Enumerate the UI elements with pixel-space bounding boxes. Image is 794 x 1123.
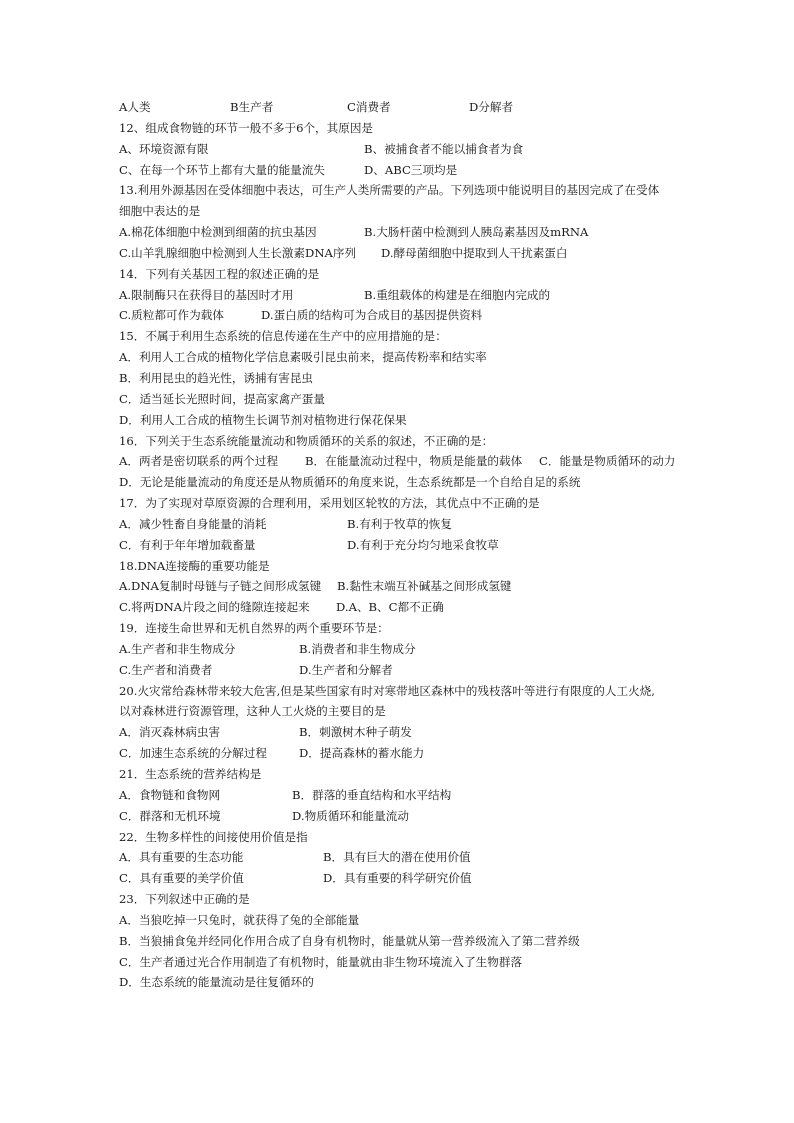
option-c: C.山羊乳腺细胞中检测到人生长激素DNA序列 — [119, 245, 357, 260]
question-15-stem: 15．不属于利用生态系统的信息传递在生产中的应用措施的是： — [119, 329, 447, 344]
options-line — [119, 868, 689, 889]
options-line — [119, 660, 689, 681]
option-d: D．无论是能量流动的角度还是从物质循环的角度来说，生态系统都是一个自给自足的系统 — [119, 475, 581, 490]
option-d: D.有利于充分均匀地采食牧草 — [347, 537, 499, 552]
options-line — [119, 243, 689, 264]
option-a: A．当狼吃掉一只兔时，就获得了兔的全部能量 — [119, 912, 360, 927]
question-21-stem: 21．生态系统的营养结构是 — [119, 767, 262, 781]
options-line — [119, 97, 689, 118]
question-23-stem: 23．下列叙述中正确的是 — [119, 892, 250, 907]
option-c: C.将两DNA片段之间的缝隙连接起来 — [119, 600, 310, 615]
option-c: C消费者 — [347, 100, 391, 114]
options-line — [119, 785, 689, 806]
options-line — [119, 285, 689, 306]
options-line — [119, 576, 689, 597]
options-line — [119, 139, 689, 160]
option-d: D．提高森林的蓄水能力 — [299, 746, 425, 761]
option-d: D.A、B、C都不正确 — [336, 600, 444, 615]
option-d: D分解者 — [469, 100, 514, 114]
question-16-stem: 16．下列关于生态系统能量流动和物质循环的关系的叙述，不正确的是： — [119, 433, 494, 448]
question-18-stem: 18.DNA连接酶的重要功能是 — [119, 558, 270, 573]
option-c: C.质粒都可作为载体 — [119, 308, 224, 323]
options-line — [119, 597, 689, 618]
option-d: D.物质循环和能量流动 — [292, 808, 409, 823]
question-12-stem: 12、组成食物链的环节一般不多于6个，其原因是 — [119, 120, 374, 135]
option-d: D.生产者和分解者 — [299, 662, 393, 677]
question-17-stem: 17．为了实现对草原资源的合理利用，采用划区轮牧的方法，其优点中不正确的是 — [119, 496, 540, 511]
option-a: A.生产者和非生物成分 — [119, 641, 236, 656]
exam-page — [119, 97, 689, 993]
option-b: B．在能量流动过程中，物质是能量的载体 — [305, 454, 523, 469]
option-c: C．群落和无机环境 — [119, 808, 221, 823]
option-d: D.蛋白质的结构可为合成目的基因提供资料 — [261, 308, 483, 323]
option-c: C．加速生态系统的分解过程 — [119, 746, 267, 761]
question-14-stem: 14．下列有关基因工程的叙述正确的是 — [119, 266, 320, 281]
options-line — [119, 743, 689, 764]
question-20-stem: 20.火灾常给森林带来较大危害,但是某些国家有时对寒带地区森林中的残枝落叶等进行有限度的人工火烧, — [119, 683, 655, 698]
option-b: B．具有巨大的潜在使用价值 — [323, 850, 471, 865]
option-c: C．有利于年年增加载畜量 — [119, 537, 256, 552]
question-22-stem: 22．生物多样性的间接使用价值是指 — [119, 829, 308, 844]
option-c: C．适当延长光照时间，提高家禽产蛋量 — [119, 391, 325, 406]
option-a: A人类 — [119, 100, 151, 114]
option-d: D、ABC三项均是 — [364, 162, 458, 177]
option-a: A．两者是密切联系的两个过程 — [119, 454, 279, 469]
option-b: B．当狼捕食兔并经同化作用合成了自身有机物时，能量就从第一营养级流入了第二营养级 — [119, 933, 580, 948]
option-a: A.棉花体细胞中检测到细菌的抗虫基因 — [119, 225, 317, 240]
options-line — [119, 222, 689, 243]
option-a: A．消灭森林病虫害 — [119, 725, 221, 740]
options-line — [119, 305, 689, 326]
options-line — [119, 806, 689, 827]
option-a: A．食物链和食物网 — [119, 787, 221, 802]
option-b: B生产者 — [230, 100, 274, 114]
option-b: B.重组载体的构建是在细胞内完成的 — [364, 287, 551, 302]
options-line — [119, 160, 689, 181]
option-a: A.DNA复制时母链与子链之间形成氢键 — [119, 579, 322, 594]
options-line — [119, 535, 689, 556]
options-line — [119, 514, 689, 535]
option-b: B．刺激树木种子萌发 — [299, 725, 412, 740]
option-c: C．生产者通过光合作用制造了有机物时，能量就由非生物环境流入了生物群落 — [119, 954, 523, 969]
option-b: B.消费者和非生物成分 — [299, 641, 416, 656]
option-a: A．具有重要的生态功能 — [119, 850, 244, 865]
option-b: B、被捕食者不能以捕食者为食 — [364, 141, 524, 156]
question-13-stem: 13.利用外源基因在受体细胞中表达，可生产人类所需要的产品。下列选项中能说明目的基因完成了在受体 — [119, 183, 660, 198]
options-line — [119, 847, 689, 868]
option-a: A．利用人工合成的植物化学信息素吸引昆虫前来，提高传粉率和结实率 — [119, 350, 487, 365]
option-a: A．减少牲畜自身能量的消耗 — [119, 516, 267, 531]
options-line — [119, 451, 689, 472]
option-b: B.大肠杆菌中检测到人胰岛素基因及mRNA — [364, 225, 589, 240]
question-19-stem: 19．连接生命世界和无机自然界的两个重要环节是： — [119, 621, 389, 636]
options-line — [119, 722, 689, 743]
option-a: A.限制酶只在获得目的基因时才用 — [119, 287, 294, 302]
question-13-stem-cont: 细胞中表达的是 — [119, 204, 201, 219]
option-c: C．能量是物质循环的动力 — [539, 454, 676, 469]
option-d: D.酵母菌细胞中提取到人干扰素蛋白 — [381, 245, 568, 260]
option-b: B．利用昆虫的趋光性，诱捕有害昆虫 — [119, 370, 314, 385]
option-d: D．具有重要的科学研究价值 — [323, 871, 472, 886]
option-c: C.生产者和消费者 — [119, 662, 213, 677]
option-b: B.有利于牧草的恢复 — [347, 516, 452, 531]
options-line — [119, 639, 689, 660]
question-20-stem-cont: 以对森林进行资源管理，这种人工火烧的主要目的是 — [119, 704, 386, 719]
option-d: D．利用人工合成的植物生长调节剂对植物进行保花保果 — [119, 412, 407, 427]
option-b: B．群落的垂直结构和水平结构 — [292, 787, 452, 802]
option-c: C、在每一个环节上都有大量的能量流失 — [119, 162, 325, 177]
option-c: C．具有重要的美学价值 — [119, 871, 244, 886]
option-b: B.黏性末端互补碱基之间形成氢键 — [337, 579, 512, 594]
option-d: D．生态系统的能量流动是往复循环的 — [119, 975, 314, 990]
option-a: A、环境资源有限 — [119, 141, 209, 156]
